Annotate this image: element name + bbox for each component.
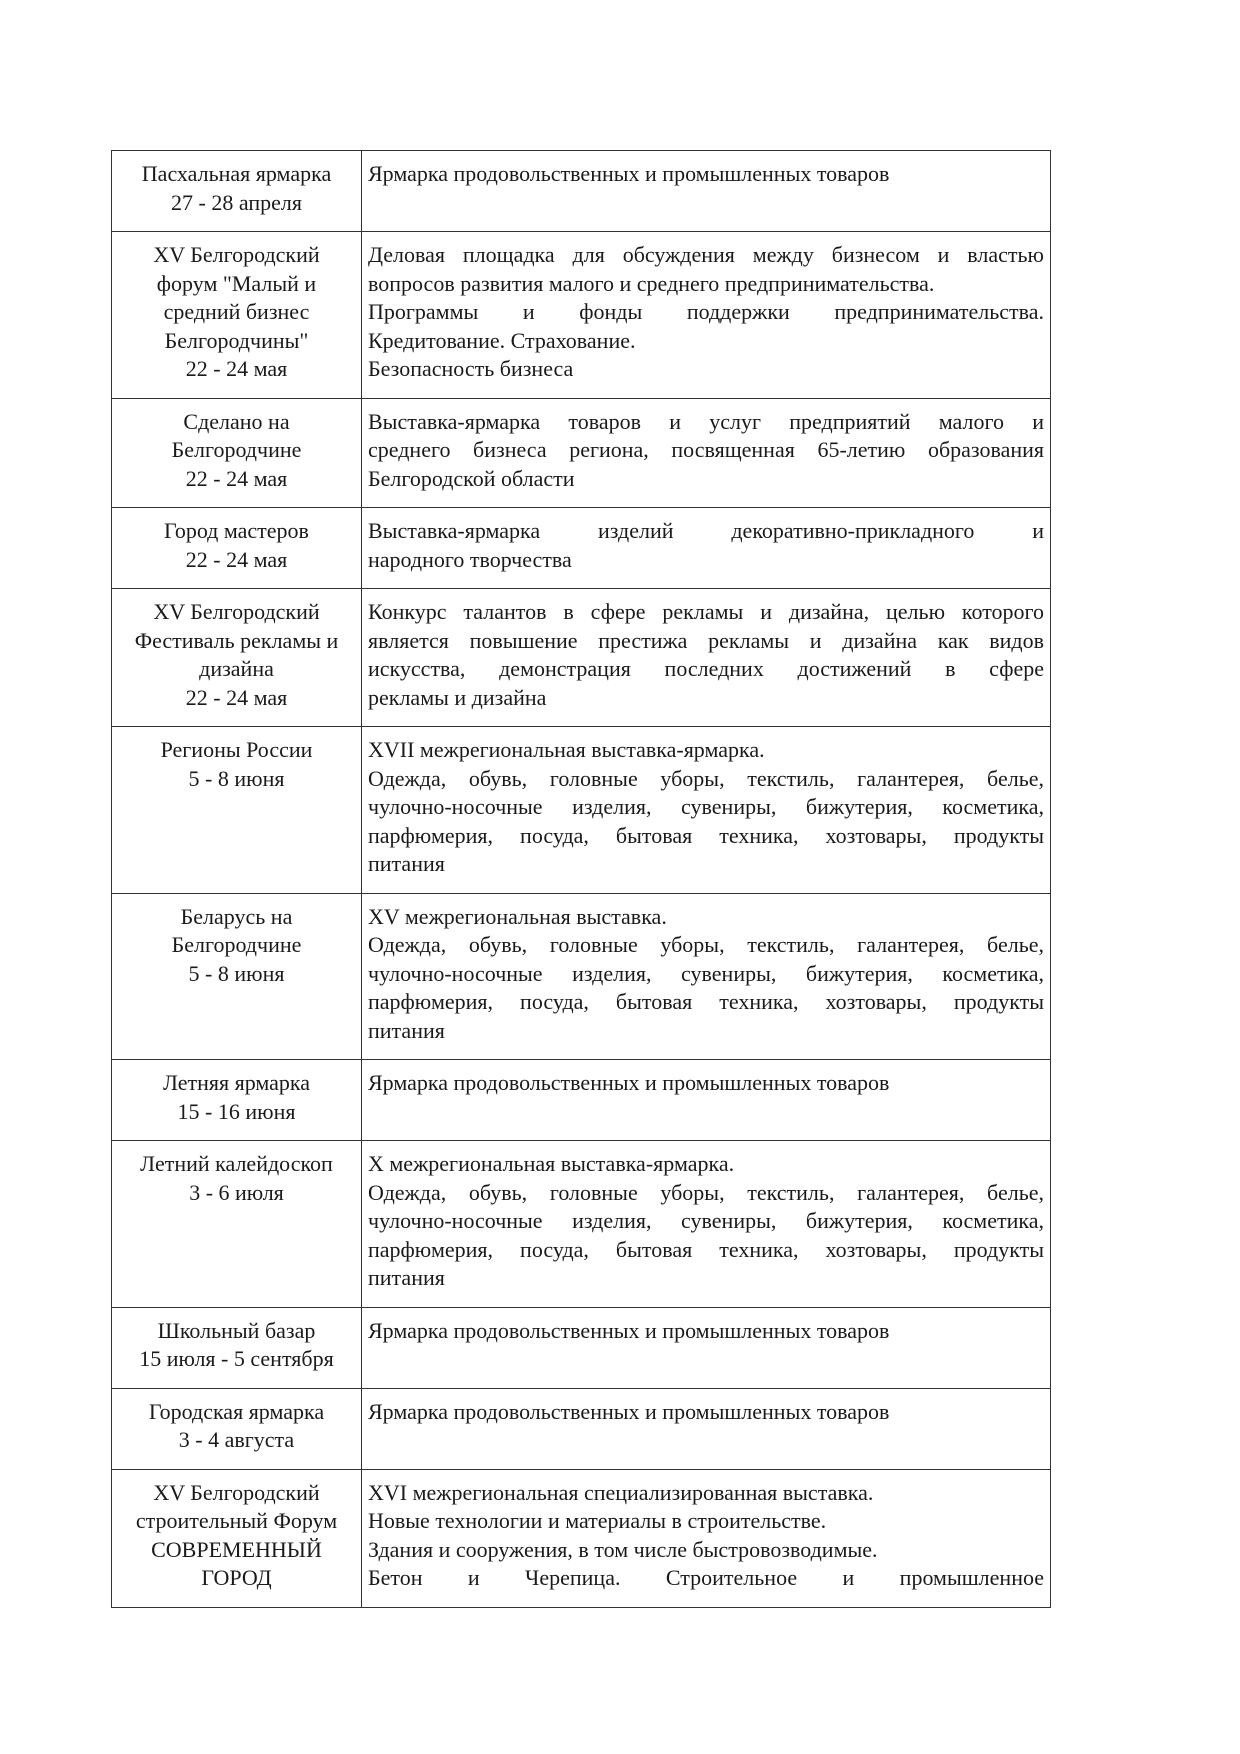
- event-name-line: Пасхальная ярмарка: [141, 161, 332, 186]
- event-name-line: Регионы России: [160, 737, 313, 762]
- event-description-line: Ярмарка продовольственных и промышленных товаров: [368, 161, 890, 186]
- event-name-line: Белгородчине: [171, 932, 302, 957]
- event-name-line: Беларусь на: [180, 903, 293, 929]
- event-description-line: парфюмерия, посуда, бытовая техника, хозтовары, продукты: [368, 822, 1044, 848]
- event-name-line: 15 - 16 июня: [177, 1098, 296, 1124]
- event-description-line: Бетон и Черепица. Строительное и промышленное: [368, 1565, 1044, 1590]
- table-row: [112, 727, 1051, 894]
- event-description-line: Ярмарка продовольственных и промышленных товаров: [368, 1398, 890, 1424]
- event-description-line: Кредитование. Страхование.: [368, 327, 636, 353]
- event-description-cell: [362, 589, 1051, 727]
- event-description-line: Ярмарка продовольственных и промышленных товаров: [368, 1070, 890, 1095]
- event-name-line: 27 - 28 апреля: [171, 189, 302, 215]
- event-name-line: дизайна: [199, 656, 274, 681]
- event-name-line: XV Белгородский: [153, 242, 320, 267]
- event-description-line: искусства, демонстрация последних достижений в сфере: [368, 656, 1044, 681]
- event-description-line: чулочно-носочные изделия, сувениры, бижутерия, косметика,: [368, 960, 1044, 986]
- table-row: [112, 1469, 1051, 1607]
- event-name-line: СОВРЕМЕННЫЙ: [151, 1536, 322, 1562]
- event-name-line: 22 - 24 мая: [185, 465, 288, 491]
- event-description-line: народного творчества: [368, 546, 572, 572]
- event-name-cell: [112, 232, 362, 399]
- event-name-line: строительный Форум: [135, 1508, 338, 1533]
- event-name-line: Летняя ярмарка: [162, 1070, 311, 1095]
- table-row: [112, 893, 1051, 1060]
- event-description-line: XVI межрегиональная специализированная выставка.: [368, 1479, 874, 1505]
- event-description-line: рекламы и дизайна: [368, 684, 547, 710]
- event-description-line: Безопасность бизнеса: [368, 356, 574, 381]
- event-name-line: 3 - 6 июля: [189, 1179, 284, 1205]
- event-name-line: 3 - 4 августа: [178, 1427, 295, 1452]
- event-description-line: является повышение престижа рекламы и дизайна как видов: [368, 627, 1044, 653]
- table-row: [112, 398, 1051, 508]
- event-description-line: чулочно-носочные изделия, сувениры, бижутерия, косметика,: [368, 794, 1044, 819]
- event-description-line: Одежда, обувь, головные уборы, текстиль, галантерея, белье,: [368, 765, 1044, 791]
- event-name-cell: [112, 1141, 362, 1308]
- event-name-cell: [112, 398, 362, 508]
- event-name-cell: [112, 1060, 362, 1141]
- event-description-line: Ярмарка продовольственных и промышленных товаров: [368, 1317, 890, 1343]
- table-row: [112, 508, 1051, 589]
- event-name-cell: [112, 589, 362, 727]
- event-name-line: XV Белгородский: [153, 1479, 320, 1505]
- event-name-cell: [112, 151, 362, 232]
- event-description-cell: [362, 398, 1051, 508]
- event-description-cell: [362, 727, 1051, 894]
- event-description-line: вопросов развития малого и среднего предпринимательства.: [368, 270, 935, 296]
- event-description-line: XV межрегиональная выставка.: [368, 903, 667, 929]
- event-description-cell: [362, 151, 1051, 232]
- event-description-line: Конкурс талантов в сфере рекламы и дизайна, целью которого: [368, 599, 1044, 624]
- event-name-line: 5 - 8 июня: [188, 960, 285, 986]
- event-description-cell: [362, 508, 1051, 589]
- event-description-line: Одежда, обувь, головные уборы, текстиль, галантерея, белье,: [368, 932, 1044, 957]
- event-description-line: питания: [368, 1017, 445, 1043]
- event-name-line: 22 - 24 мая: [185, 684, 288, 710]
- event-description-cell: [362, 1469, 1051, 1607]
- event-name-line: Городская ярмарка: [148, 1398, 325, 1424]
- event-description-line: питания: [368, 851, 445, 876]
- event-description-line: Белгородской области: [368, 465, 575, 491]
- events-table: [111, 150, 1051, 1608]
- table-row: [112, 232, 1051, 399]
- event-description-line: XVII межрегиональная выставка-ярмарка.: [368, 737, 765, 762]
- event-description-cell: [362, 893, 1051, 1060]
- event-name-line: Белгородчины": [164, 327, 309, 353]
- event-name-cell: [112, 1469, 362, 1607]
- event-description-cell: [362, 232, 1051, 399]
- event-description-line: Одежда, обувь, головные уборы, текстиль, галантерея, белье,: [368, 1179, 1044, 1205]
- event-name-cell: [112, 508, 362, 589]
- event-description-line: Выставка-ярмарка изделий декоративно-прикладного и: [368, 518, 1044, 543]
- event-name-line: Белгородчине: [171, 437, 302, 462]
- event-name-line: Летний калейдоскоп: [140, 1151, 333, 1176]
- event-name-line: Сделано на: [183, 408, 290, 434]
- event-name-line: 22 - 24 мая: [185, 356, 288, 381]
- event-name-line: 22 - 24 мая: [185, 546, 288, 572]
- event-name-cell: [112, 727, 362, 894]
- event-description-line: Выставка-ярмарка товаров и услуг предприятий малого и: [368, 408, 1044, 434]
- event-name-cell: [112, 1307, 362, 1388]
- event-name-cell: [112, 893, 362, 1060]
- event-description-line: Здания и сооружения, в том числе быстровозводимые.: [368, 1536, 878, 1562]
- event-description-line: Деловая площадка для обсуждения между бизнесом и властью: [368, 242, 1044, 267]
- event-name-line: 5 - 8 июня: [188, 765, 285, 791]
- event-description-line: среднего бизнеса региона, посвященная 65-летию образования: [368, 437, 1044, 462]
- event-description-cell: [362, 1307, 1051, 1388]
- event-name-line: Школьный базар: [157, 1317, 316, 1343]
- event-name-line: XV Белгородский: [153, 599, 320, 624]
- event-description-cell: [362, 1141, 1051, 1308]
- table-row: [112, 1141, 1051, 1308]
- event-description-cell: [362, 1060, 1051, 1141]
- table-row: [112, 1060, 1051, 1141]
- event-name-line: Фестиваль рекламы и: [134, 627, 339, 653]
- event-description-line: Новые технологии и материалы в строительстве.: [368, 1508, 827, 1533]
- event-name-line: средний бизнес: [163, 299, 310, 324]
- event-description-line: парфюмерия, посуда, бытовая техника, хозтовары, продукты: [368, 1236, 1044, 1262]
- event-name-line: ГОРОД: [201, 1565, 272, 1590]
- event-description-cell: [362, 1388, 1051, 1469]
- events-table-body: [112, 151, 1051, 1608]
- event-description-line: Программы и фонды поддержки предпринимательства.: [368, 299, 1044, 324]
- event-name-cell: [112, 1388, 362, 1469]
- event-description-line: чулочно-носочные изделия, сувениры, бижутерия, косметика,: [368, 1208, 1044, 1233]
- event-description-line: X межрегиональная выставка-ярмарка.: [368, 1151, 735, 1176]
- event-name-line: Город мастеров: [164, 518, 309, 543]
- event-description-line: питания: [368, 1265, 445, 1290]
- table-row: [112, 589, 1051, 727]
- event-name-line: 15 июля - 5 сентября: [139, 1346, 334, 1371]
- event-name-line: форум "Малый и: [156, 270, 317, 296]
- table-row: [112, 1388, 1051, 1469]
- table-row: [112, 1307, 1051, 1388]
- table-row: [112, 151, 1051, 232]
- event-description-line: парфюмерия, посуда, бытовая техника, хозтовары, продукты: [368, 989, 1044, 1014]
